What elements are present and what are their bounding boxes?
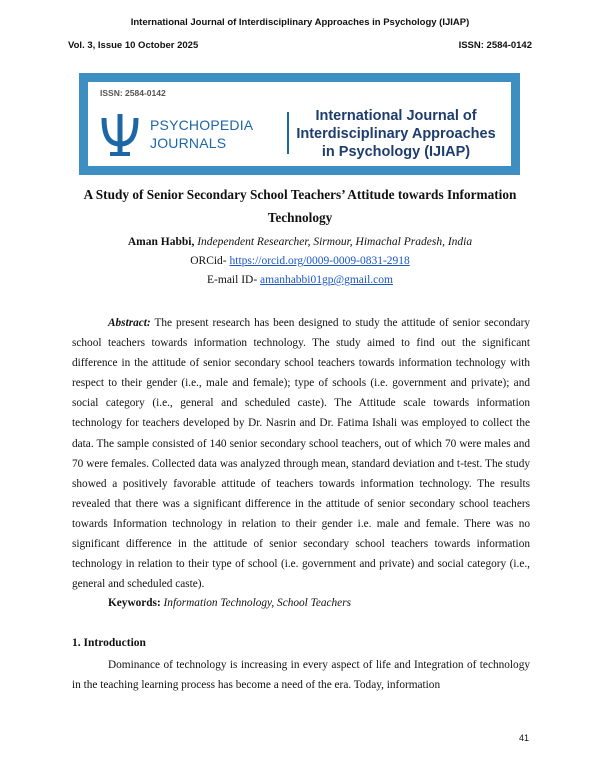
abstract-text: The present research has been designed to study the attitude of senior secondary school teachers towards information technology. The study aimed to find out the significant difference in the attitude of senior secondary school teachers towards information technology with respect to their gender (i.e., male and female); type of schools (i.e. government and private); and social category (i.e., general and scheduled caste). The Attitude scale towards information technology for teachers developed by Dr. Nasrin and Dr. Fatima Ishali was employed to collect the data. The sample consisted of 140 senior secondary school teachers, out of which 70 were males and 70 were females. Collected data was analyzed through mean, standard deviation and t-test. The study showed a positively favorable attitude of teachers towards information technology. The results revealed that there was a significant difference in the attitude of senior secondary school teachers towards Information technology in relation to their gender i.e. male and female. There was no significant difference in the attitude of senior secondary school teachers towards information technology in relation to their type of school (i.e. government and private) and social category (i.e., general and scheduled caste).: [72, 317, 530, 591]
email-link[interactable]: amanhabbi01gp@gmail.com: [260, 274, 393, 286]
introduction-paragraph: Dominance of technology is increasing in every aspect of life and Integration of technology in the teaching learning process has become a need of the era. Today, information: [72, 659, 530, 692]
section-heading-introduction: 1. Introduction: [72, 637, 146, 649]
author-affiliation: Independent Researcher, Sirmour, Himachal Pradesh, India: [197, 236, 473, 248]
journal-banner: [79, 73, 520, 175]
orcid-link[interactable]: https://orcid.org/0009-0009-0831-2918: [229, 255, 410, 267]
author-line: [0, 236, 600, 248]
abstract-label: Abstract:: [108, 317, 151, 329]
abstract-paragraph: [72, 313, 530, 594]
brand-name-line-1: PSYCHOPEDIA: [150, 117, 254, 133]
banner-issn: ISSN: 2584-0142: [100, 88, 166, 98]
keywords-text: Information Technology, School Teachers: [163, 597, 351, 609]
orcid-line: [0, 255, 600, 267]
author-name: Aman Habbi,: [127, 236, 195, 248]
page-number: 41: [518, 733, 529, 743]
running-header-issn: ISSN: 2584-0142: [458, 40, 532, 51]
banner-panel: [88, 82, 511, 166]
psi-logo-icon: [100, 112, 140, 158]
orcid-label: ORCid-: [190, 255, 227, 267]
email-label: E-mail ID-: [207, 274, 258, 286]
brand-name-line-2: JOURNALS: [150, 135, 227, 151]
running-header-journal: International Journal of Interdisciplinary Approaches in Psychology (IJIAP): [130, 17, 470, 28]
email-line: [0, 274, 600, 286]
banner-title-line-3: in Psychology (IJIAP): [321, 144, 471, 160]
keywords-line: [108, 597, 351, 609]
keywords-label: Keywords:: [108, 597, 161, 609]
paper-title-line-1: A Study of Senior Secondary School Teachers’ Attitude towards Information: [83, 187, 517, 202]
banner-title-line-2: Interdisciplinary Approaches: [296, 126, 496, 142]
running-header-volume: Vol. 3, Issue 10 October 2025: [68, 40, 199, 51]
banner-title-line-1: International Journal of: [315, 108, 477, 124]
paper-title-line-2: Technology: [267, 210, 333, 225]
